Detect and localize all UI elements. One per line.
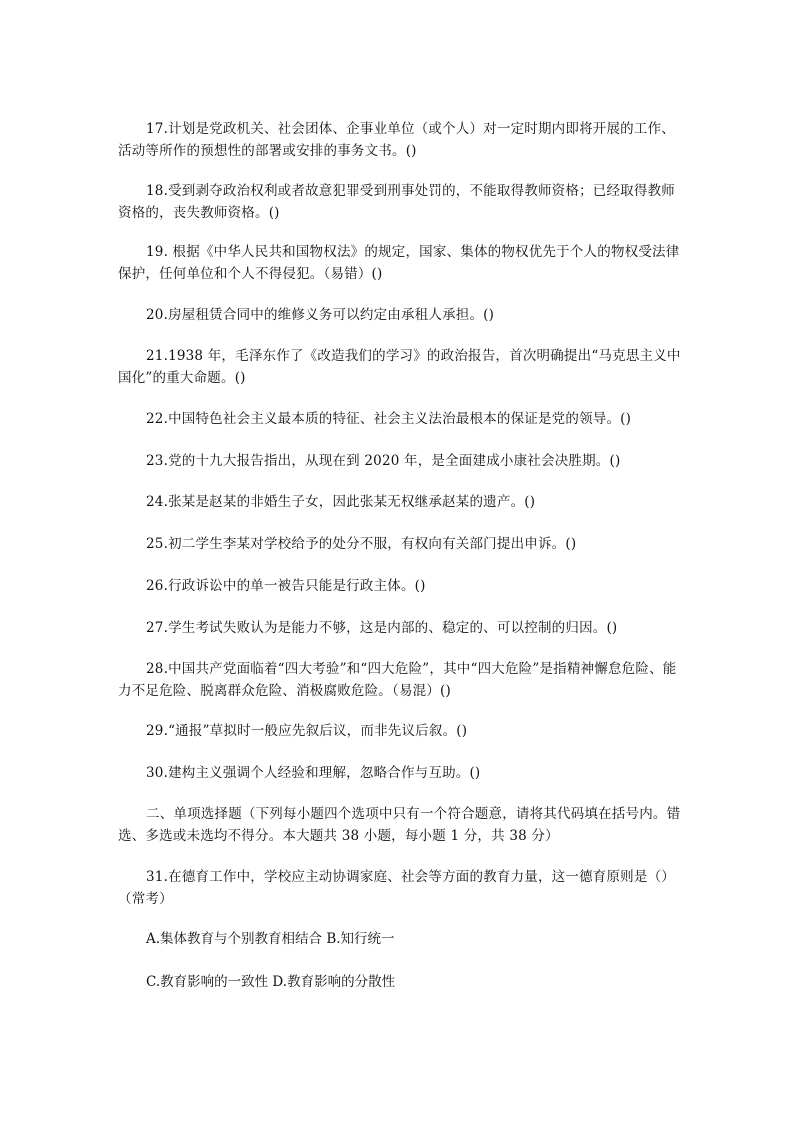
question-28: 28.中国共产党面临着“四大考验”和“四大危险”，其中“四大危险”是指精神懈怠危险、能力不足危险、脱离群众危险、消极腐败危险。（易混）() <box>118 661 677 699</box>
question-26: 26.行政诉讼中的单一被告只能是行政主体。() <box>146 578 426 594</box>
question-29: 29.“通报”草拟时一般应先叙后议，而非先议后叙。() <box>146 723 468 739</box>
question-22: 22.中国特色社会主义最本质的特征、社会主义法治最根本的保证是党的领导。() <box>146 411 632 427</box>
question-30: 30.建构主义强调个人经验和理解，忽略合作与互助。() <box>146 765 481 781</box>
question-27: 27.学生考试失败认为是能力不够，这是内部的、稳定的、可以控制的归因。() <box>146 620 618 636</box>
question-21: 21.1938 年，毛泽东作了《改造我们的学习》的政治报告，首次明确提出“马克思主义中国化”的重大命题。() <box>118 348 681 386</box>
question-31-stem: 31.在德育工作中，学校应主动协调家庭、社会等方面的教育力量，这一德育原则是（）（常考） <box>118 869 675 907</box>
section-heading: 二、单项选择题（下列每小题四个选项中只有一个符合题意，请将其代码填在括号内。错选、多选或未选均不得分。本大题共 38 小题，每小题 1 分，共 38 分） <box>118 806 681 844</box>
question-24: 24.张某是赵某的非婚生子女，因此张某无权继承赵某的遗产。() <box>146 494 536 510</box>
question-20: 20.房屋租赁合同中的维修义务可以约定由承租人承担。() <box>146 307 495 323</box>
question-18: 18.受到剥夺政治权利或者故意犯罪受到刑事处罚的，不能取得教师资格；已经取得教师资格的，丧失教师资格。() <box>118 183 675 221</box>
question-31-options-ab: A.集体教育与个别教育相结合 B.知行统一 <box>146 931 395 947</box>
question-17: 17.计划是党政机关、社会团体、企事业单位（或个人）对一定时期内即将开展的工作、活动等所作的预想性的部署或安排的事务文书。() <box>118 121 675 159</box>
question-23: 23.党的十九大报告指出，从现在到 2020 年，是全面建成小康社会决胜期。() <box>146 453 621 469</box>
question-31-options-cd: C.教育影响的一致性 D.教育影响的分散性 <box>146 974 396 990</box>
question-19: 19. 根据《中华人民共和国物权法》的规定，国家、集体的物权优先于个人的物权受法律保护，任何单位和个人不得侵犯。（易错）() <box>118 244 680 282</box>
question-25: 25.初二学生李某对学校给予的处分不服，有权向有关部门提出申诉。() <box>146 536 577 552</box>
